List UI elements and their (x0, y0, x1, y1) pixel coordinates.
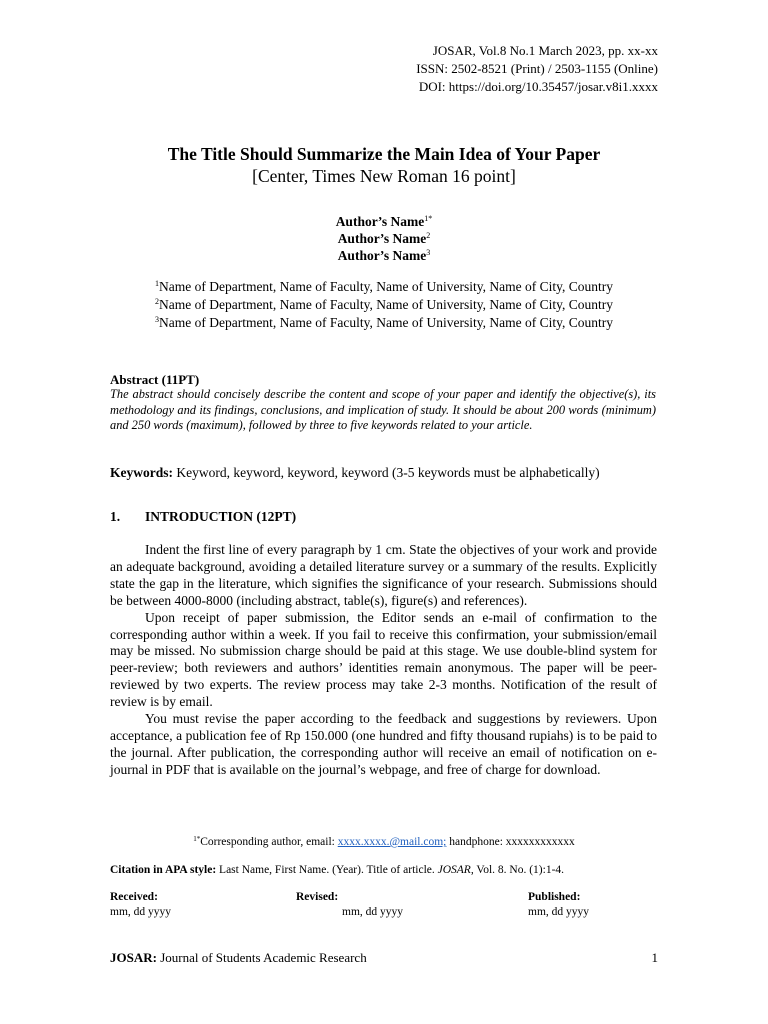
email-link[interactable]: xxxx.xxxx.@mail.com; (337, 836, 447, 848)
abstract-heading: Abstract (11PT) (110, 372, 200, 387)
page-footer (110, 949, 658, 966)
affiliation-list (0, 278, 768, 332)
keywords-text: Keyword, keyword, keyword, keyword (3-5 keywords must be alphabetically) (173, 465, 600, 480)
paragraph-1: Indent the first line of every paragraph by 1 cm. State the objectives of your work and provide an adequate background, avoiding a detailed literature survey or a summary of the results. Explicitly state the gap in the literature, which signifies the significance of your research. Submissions should be between 4000-8000 (including abstract, table(s), figure(s) and references). (110, 542, 657, 608)
paragraph-2: Upon receipt of paper submission, the Editor sends an e-mail of confirmation to the corresponding author within a week. If you fail to receive this confirmation, your submission/email may be missed. No submission charge should be paid at this stage. We use double-blind system for peer-review; both reviewers and authors’ identities remain anonymous. The paper will be peer-reviewed by two experts. The review process may take 2-3 months. Notification of the result of review is by email. (110, 609, 657, 710)
author-list (0, 213, 768, 264)
paragraph-3: You must revise the paper according to the feedback and suggestions by reviewers. Upon acceptance, a publication fee of Rp 150.000 (one hundred and fifty thousand rupiahs) is to be paid to the journal. After publication, the corresponding author will receive an email of notification on e-journal in PDF that is available on the journal’s webpage, and free of charge for download. (110, 711, 657, 777)
paper-title: The Title Should Summarize the Main Idea of Your Paper (167, 144, 601, 164)
journal-header (416, 42, 658, 96)
author-3: Author’s Name$^3$ (337, 248, 431, 263)
header-issn-line: ISSN: 2502-8521 (Print) / 2503-1155 (Online) (416, 61, 658, 76)
footer-journal: JOSAR: Journal of Students Academic Research (110, 950, 367, 965)
abstract-body: The abstract should concisely describe the content and scope of your paper and identify the objective(s), its methodology and its findings, conclusions, and implication of study. It should be about 200 words (minimum) and 250 words (maximum), followed by three to five keywords related to your article. (110, 387, 656, 432)
affiliation-3: $^3$Name of Department, Name of Faculty, Name of University, Name of City, Country (154, 315, 613, 330)
header-volume-line: JOSAR, Vol.8 No.1 March 2023, pp. xx-xx (432, 43, 658, 58)
author-2: Author’s Name$^2$ (337, 231, 431, 246)
received-date: Received: mm, dd yyyy (110, 891, 172, 918)
citation-journal: JOSAR, (437, 864, 474, 876)
citation-line: Citation in APA style: Last Name, First Name. (Year). Title of article. JOSAR, Vol. 8. No. (1):1-4. (110, 864, 565, 876)
author-1: Author’s Name$^{1*}$ (335, 214, 433, 229)
keywords-line (110, 464, 670, 481)
corresponding-author-footnote: $^{1*}$Corresponding author, email: xxxx.xxxx.@mail.com; handphone: xxxxxxxxxxxx (193, 835, 575, 848)
section-title: INTRODUCTION (12PT) (145, 509, 297, 524)
revised-date: Revised: mm, dd yyyy (296, 891, 404, 918)
section-heading (110, 508, 296, 525)
keywords-label: Keywords: (110, 465, 173, 480)
section-body (110, 542, 657, 779)
section-number: 1. (110, 509, 121, 524)
published-date: Published: mm, dd yyyy (528, 891, 590, 918)
affiliation-1: $^1$Name of Department, Name of Faculty, Name of University, Name of City, Country (154, 279, 613, 294)
page-number: 1 (651, 950, 658, 965)
citation-label: Citation in APA style: (110, 864, 217, 876)
affiliation-2: $^2$Name of Department, Name of Faculty, Name of University, Name of City, Country (154, 297, 613, 312)
header-doi-line: DOI: https://doi.org/10.35457/josar.v8i1.xxxx (418, 79, 658, 94)
title-format-note: [Center, Times New Roman 16 point] (252, 166, 516, 186)
submission-dates (110, 890, 670, 924)
